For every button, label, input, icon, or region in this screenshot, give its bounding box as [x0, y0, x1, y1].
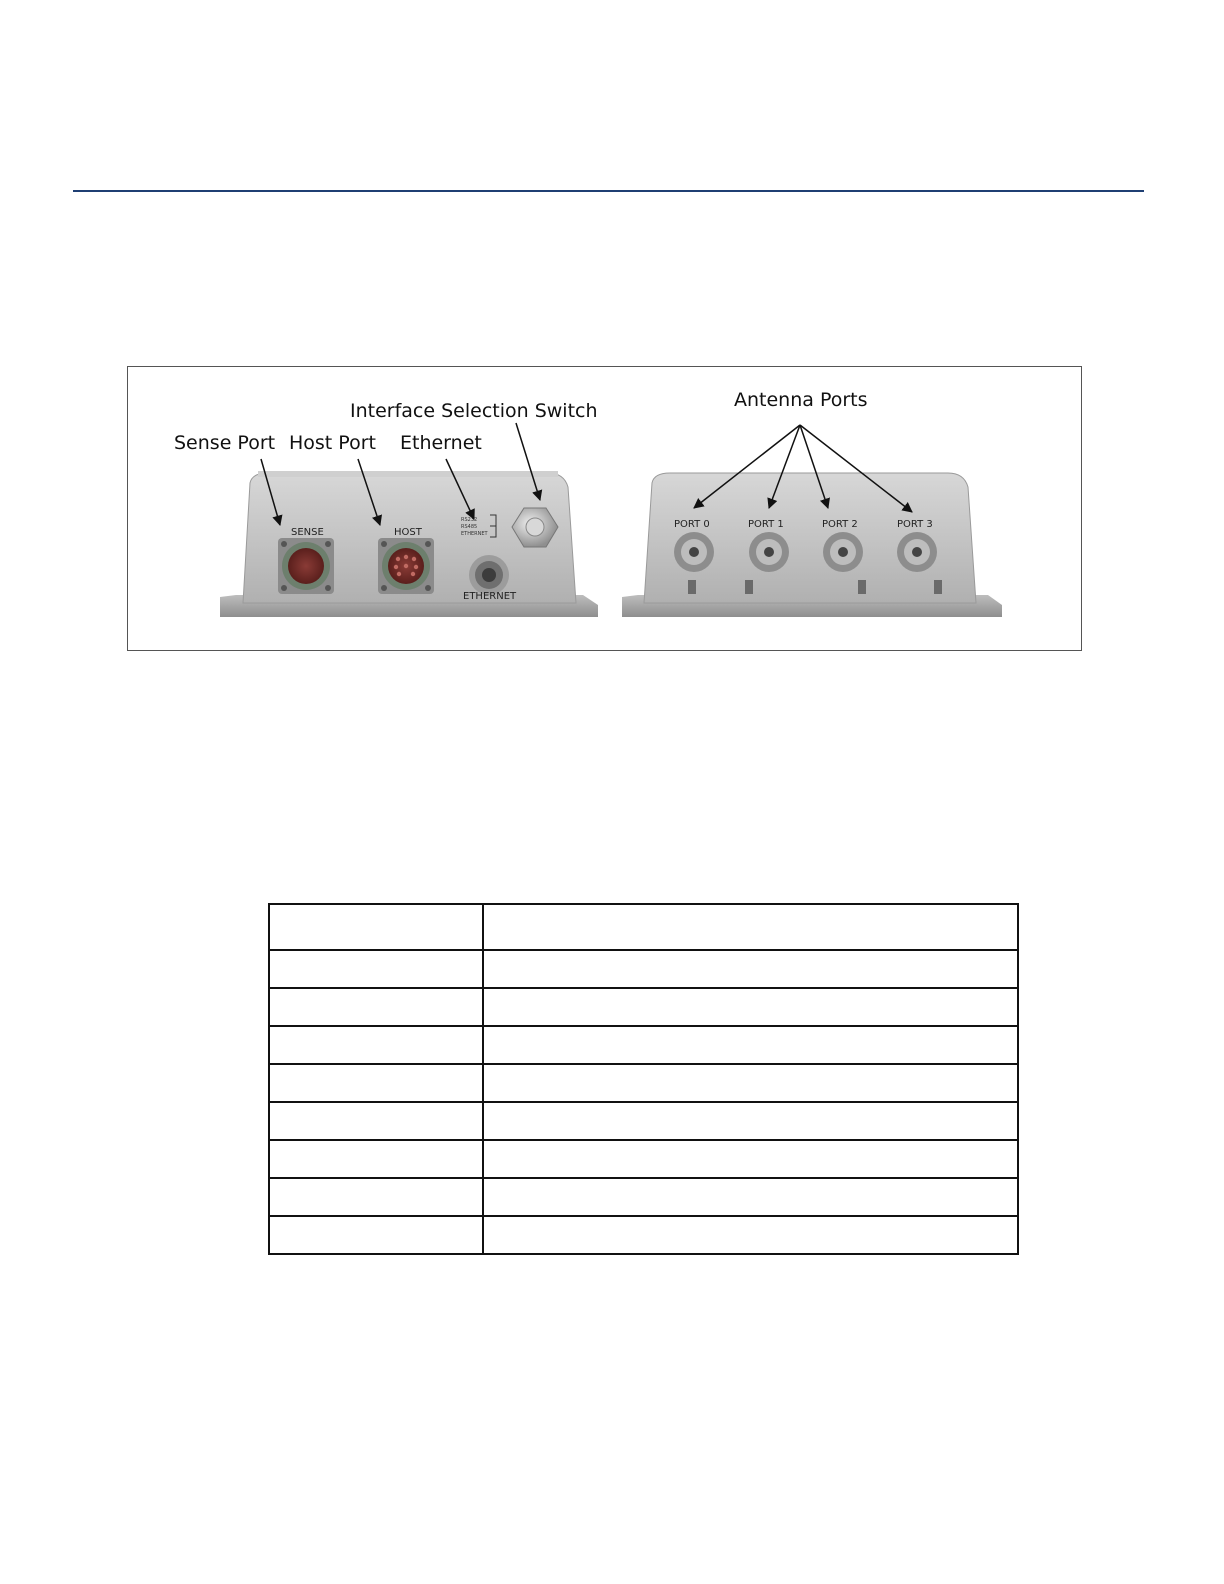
- table-cell: [269, 1026, 483, 1064]
- svg-text:RS232: RS232: [461, 517, 478, 523]
- table-cell: [269, 1064, 483, 1102]
- table-cell: [483, 988, 1018, 1026]
- spec-table: [268, 903, 1019, 1255]
- interface-switch-callout: Interface Selection Switch: [350, 400, 598, 422]
- port2-silk-label: PORT 2: [822, 519, 858, 530]
- table-row: [269, 1216, 1018, 1254]
- table-cell: [483, 1064, 1018, 1102]
- table-cell: [269, 950, 483, 988]
- table-cell: [269, 904, 483, 950]
- table-cell: [483, 1178, 1018, 1216]
- table-cell: [483, 1140, 1018, 1178]
- table-cell: [269, 988, 483, 1026]
- svg-text:ETHERNET: ETHERNET: [461, 531, 488, 537]
- sense-connector: [278, 538, 334, 594]
- antenna-ports-callout: Antenna Ports: [734, 389, 868, 411]
- table-cell: [269, 1140, 483, 1178]
- sense-silk-label: SENSE: [291, 527, 324, 538]
- table-cell: [269, 1102, 483, 1140]
- device-photo: [128, 367, 1083, 652]
- table-row: [269, 1178, 1018, 1216]
- table-cell: [483, 1216, 1018, 1254]
- svg-text:RS485: RS485: [461, 524, 478, 530]
- table-cell: [483, 1102, 1018, 1140]
- table-cell: [269, 1216, 483, 1254]
- host-silk-label: HOST: [394, 527, 422, 538]
- device-figure: [127, 366, 1082, 651]
- ethernet-silk-label: ETHERNET: [463, 591, 517, 602]
- table-row: [269, 1026, 1018, 1064]
- table-row: [269, 1064, 1018, 1102]
- table-row: [269, 988, 1018, 1026]
- port1-silk-label: PORT 1: [748, 519, 784, 530]
- port3-silk-label: PORT 3: [897, 519, 933, 530]
- ethernet-connector: [469, 555, 509, 595]
- ethernet-callout: Ethernet: [400, 432, 482, 454]
- table-row: [269, 950, 1018, 988]
- table-row: [269, 1102, 1018, 1140]
- header-rule: [73, 190, 1144, 192]
- table-cell: [483, 1026, 1018, 1064]
- table-cell: [483, 950, 1018, 988]
- port0-silk-label: PORT 0: [674, 519, 710, 530]
- table-row: [269, 1140, 1018, 1178]
- table-header-row: [269, 904, 1018, 950]
- table-cell: [269, 1178, 483, 1216]
- sense-port-callout: Sense Port: [174, 432, 276, 454]
- host-connector: [378, 538, 434, 594]
- table-cell: [483, 904, 1018, 950]
- host-port-callout: Host Port: [289, 432, 376, 454]
